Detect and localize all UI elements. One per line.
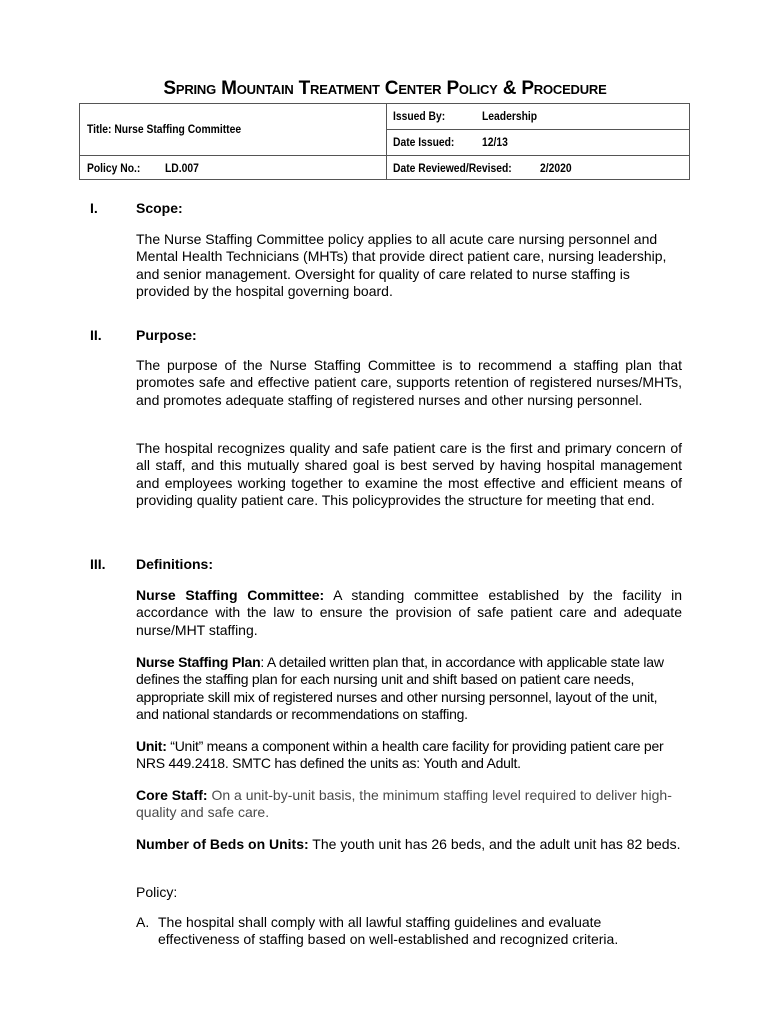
date-issued-value: 12/13 <box>482 135 508 149</box>
purpose-paragraph-2: The hospital recognizes quality and safe patient care is the first and primary concern of all staff, and this mutually shared goal is best served by having hospital management and employees working together to examine the most effective and efficient means of providing quality patient care. This policyprovides the structure for meeting that end. <box>136 440 682 508</box>
date-issued-label: Date Issued: <box>393 135 455 149</box>
header-divider-right <box>386 129 689 130</box>
policy-label: Policy: <box>136 884 178 900</box>
policy-no-value: LD.007 <box>165 161 199 175</box>
issued-by-label: Issued By: <box>393 109 446 123</box>
definition-item <box>136 836 682 853</box>
definition-text: The youth unit has 26 beds, and the adult unit has 82 beds. <box>308 836 681 852</box>
definition-text: On a unit-by-unit basis, the minimum staffing level required to deliver high-quality and safe care. <box>136 787 672 821</box>
definition-item <box>136 738 682 773</box>
policy-no-label: Policy No.: <box>87 161 141 175</box>
definition-term: Nurse Staffing Plan <box>136 654 261 670</box>
section-heading-purpose: Purpose: <box>136 327 197 343</box>
definition-term: Nurse Staffing Committee: <box>136 587 325 603</box>
header-table <box>79 103 690 180</box>
definition-text: : A detailed written plan that, in accordance with applicable state law defines the staffing plan for each nursing unit and shift based on patient care needs, appropriate skill mix of registered nurses and other nursing personnel, layout of the unit, and national standards or recommendations on staffing. <box>136 654 664 722</box>
list-item <box>136 914 682 949</box>
date-reviewed-label: Date Reviewed/Revised: <box>393 161 512 175</box>
definition-text: A standing committee established by the facility in accordance with the law to ensure the provision of safe patient care and adequate nurse/MHT staffing. <box>136 587 682 638</box>
definition-term: Core Staff: <box>136 787 208 803</box>
document-title: Spring Mountain Treatment Center Policy & Procedure <box>163 78 607 99</box>
scope-paragraph: The Nurse Staffing Committee policy applies to all acute care nursing personnel and Mental Health Technicians (MHTs) that provide direct patient care, nursing leadership, and senior management. Oversight for quality of care related to nurse staffing is provided by the hospital governing board. <box>136 231 667 299</box>
header-divider-horizontal <box>80 155 689 156</box>
section-heading-definitions: Definitions: <box>136 556 213 572</box>
definition-term: Number of Beds on Units: <box>136 836 309 852</box>
section-number-scope: I. <box>90 200 98 216</box>
issued-by-value: Leadership <box>482 109 538 123</box>
definition-text: “Unit” means a component within a health care facility for providing patient care per NRS 449.2418. SMTC has defined the units as: Youth and Adult. <box>136 738 664 772</box>
definition-item <box>136 587 682 639</box>
purpose-paragraph-1: The purpose of the Nurse Staffing Committee is to recommend a staffing plan that promotes safe and effective patient care, supports retention of registered nurses/MHTs, and promotes adequate staffing of registered nurses and other nursing personnel. <box>136 357 682 408</box>
section-number-definitions: III. <box>90 556 106 572</box>
definition-term: Unit: <box>136 738 167 754</box>
list-item-text: The hospital shall comply with all lawful staffing guidelines and evaluate effectiveness of staffing based on well-established and recognized criteria. <box>158 914 619 948</box>
definition-item <box>136 654 682 723</box>
header-title-label: Title: Nurse Staffing Committee <box>87 122 242 136</box>
section-number-purpose: II. <box>90 327 102 343</box>
date-reviewed-value: 2/2020 <box>540 161 572 175</box>
list-marker: A. <box>136 914 150 930</box>
definition-item <box>136 787 682 822</box>
section-heading-scope: Scope: <box>136 200 183 216</box>
header-divider-vertical <box>386 104 387 179</box>
